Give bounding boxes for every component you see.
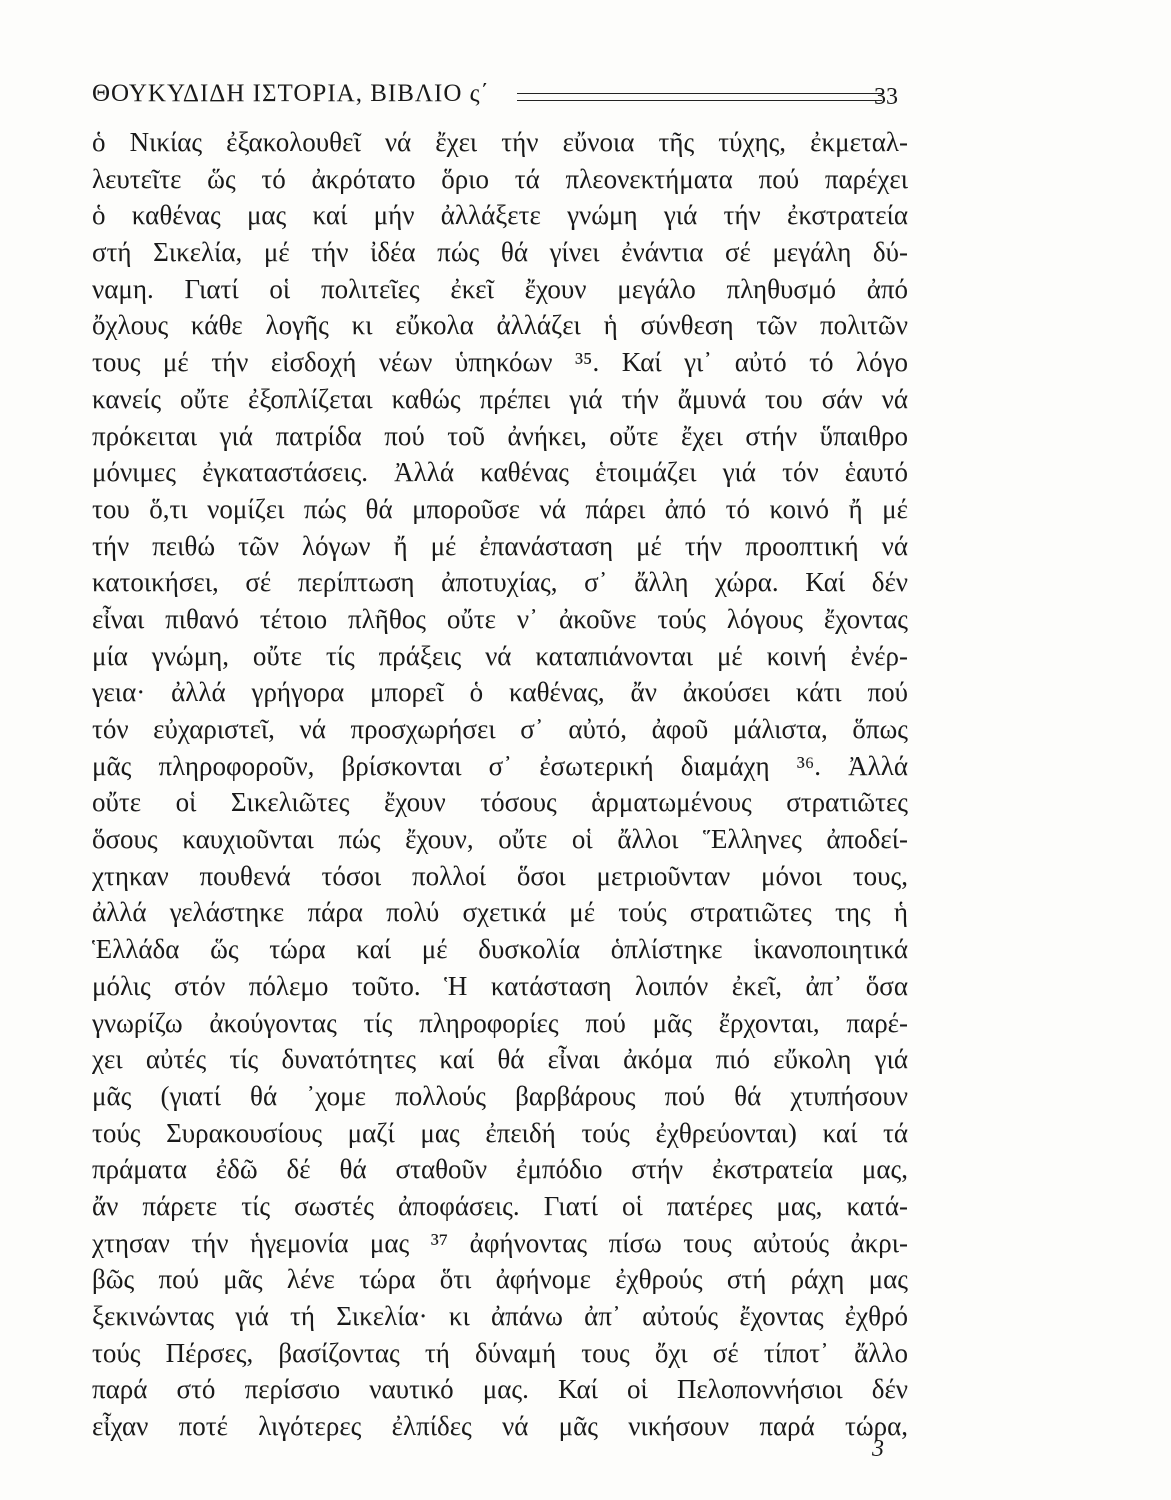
text-line: γνωρίζω ἀκούγοντας τίς πληροφορίες πού μᾶς ἔρχονται, παρέ- [92,1007,908,1038]
text-line: ὁ Νικίας ἐξακολουθεῖ νά ἔχει τήν εὔνοια τῆς τύχης, ἐκμεταλ- [92,127,908,157]
text-line: τήν πειθώ τῶν λόγων ἤ μέ ἐπανάσταση μέ τήν προοπτική νά [92,530,908,561]
text-line: εἶναι πιθανό τέτοιο πλῆθος οὔτε ν᾽ ἀκοῦνε τούς λόγους ἔχοντας [92,603,908,634]
text-line: οὔτε οἱ Σικελιῶτες ἔχουν τόσους ἁρματωμένους στρατιῶτες [92,787,908,818]
text-line: ὄχλους κάθε λογῆς κι εὔκολα ἀλλάζει ἡ σύνθεση τῶν πολιτῶν [92,310,908,341]
text-line: Ἑλλάδα ὥς τώρα καί μέ δυσκολία ὁπλίστηκε ἱκανοποιητικά [92,934,908,965]
text-line: πράματα ἐδῶ δέ θά σταθοῦν ἐμπόδιο στήν ἐκστρατεία μας, [92,1154,908,1185]
text-line: λευτεῖτε ὥς τό ἀκρότατο ὅριο τά πλεονεκτήματα πού παρέχει [92,163,908,194]
text-line: μία γνώμη, οὔτε τίς πράξεις νά καταπιάνονται μέ κοινή ἐνέρ- [92,640,908,671]
text-line: γεια· ἀλλά γρήγορα μπορεῖ ὁ καθένας, ἄν ἀκούσει κάτι πού [92,677,908,708]
text-line: βῶς πού μᾶς λένε τώρα ὅτι ἀφήνομε ἐχθρούς στή ράχη μας [92,1264,908,1295]
text-line: τόν εὐχαριστεῖ, νά προσχωρήσει σ᾽ αὐτό, ἀφοῦ μάλιστα, ὅπως [92,714,908,744]
text-line: του ὅ,τι νομίζει πώς θά μποροῦσε νά πάρει ἀπό τό κοινό ἤ μέ [92,493,908,524]
text-line: ὅσους καυχιοῦνται πώς ἔχουν, οὔτε οἱ ἄλλοι Ἕλληνες ἀποδεί- [92,824,908,855]
text-line: ξεκινώντας γιά τή Σικελία· κι ἀπάνω ἀπ᾽ αὐτούς ἔχοντας ἐχθρό [92,1301,908,1331]
signature-mark: 3 [872,1436,884,1462]
running-title: ΘΟΥΚΥΔΙΔΗ ΙΣΤΟΡΙΑ, ΒΙΒΛΙΟ ς΄ [92,80,490,107]
body-text [92,124,908,1445]
page-number: 33 [874,84,898,110]
text-line: κανείς οὔτε ἐξοπλίζεται καθώς πρέπει γιά τήν ἄμυνά του σάν νά [92,383,908,414]
text-line: μᾶς (γιατί θά ᾽χομε πολλούς βαρβάρους πού θά χτυπήσουν [92,1080,908,1111]
text-line: χτησαν τήν ἡγεμονία μας ³⁷ ἀφήνοντας πίσω τους αὐτούς ἀκρι- [92,1227,908,1258]
text-line: μᾶς πληροφοροῦν, βρίσκονται σ᾽ ἐσωτερική διαμάχη ³⁶. Ἀλλά [92,750,908,781]
text-line: τους μέ τήν εἰσδοχή νέων ὑπηκόων ³⁵. Καί γι᾽ αὐτό τό λόγο [92,347,908,378]
text-line: μόλις στόν πόλεμο τοῦτο. Ἡ κατάσταση λοιπόν ἐκεῖ, ἀπ᾽ ὅσα [92,970,908,1001]
text-line: χει αὐτές τίς δυνατότητες καί θά εἶναι ἀκόμα πιό εὔκολη γιά [92,1044,908,1075]
text-line: παρά στό περίσσιο ναυτικό μας. Καί οἱ Πελοποννήσιοι δέν [92,1374,908,1405]
text-line: χτηκαν πουθενά τόσοι πολλοί ὅσοι μετριοῦνταν μόνοι τους, [92,860,908,891]
text-line: κατοικήσει, σέ περίπτωση ἀποτυχίας, σ᾽ ἄλλη χώρα. Καί δέν [92,567,908,598]
text-line: τούς Συρακουσίους μαζί μας ἐπειδή τούς ἐχθρεύονται) καί τά [92,1117,908,1148]
text-line: εἶχαν ποτέ λιγότερες ἐλπίδες νά μᾶς νικήσουν παρά τώρα, [92,1411,908,1442]
running-header [92,80,898,116]
text-line: ἀλλά γελάστηκε πάρα πολύ σχετικά μέ τούς στρατιῶτες της ἡ [92,897,908,928]
text-line: τούς Πέρσες, βασίζοντας τή δύναμή τους ὄχι σέ τίποτ᾽ ἄλλο [92,1337,908,1368]
text-line: πρόκειται γιά πατρίδα πού τοῦ ἀνήκει, οὔτε ἔχει στήν ὕπαιθρο [92,420,908,451]
text-line: ἄν πάρετε τίς σωστές ἀποφάσεις. Γιατί οἱ πατέρες μας, κατά- [92,1190,908,1221]
text-line: ναμη. Γιατί οἱ πολιτεῖες ἐκεῖ ἔχουν μεγάλο πληθυσμό ἀπό [92,273,908,304]
header-double-rule [517,93,882,101]
text-line: στή Σικελία, μέ τήν ἰδέα πώς θά γίνει ἐνάντια σέ μεγάλη δύ- [92,237,908,268]
text-line: μόνιμες ἐγκαταστάσεις. Ἀλλά καθένας ἑτοιμάζει γιά τόν ἑαυτό [92,457,908,488]
text-line: ὁ καθένας μας καί μήν ἀλλάξετε γνώμη γιά τήν ἐκστρατεία [92,200,908,231]
